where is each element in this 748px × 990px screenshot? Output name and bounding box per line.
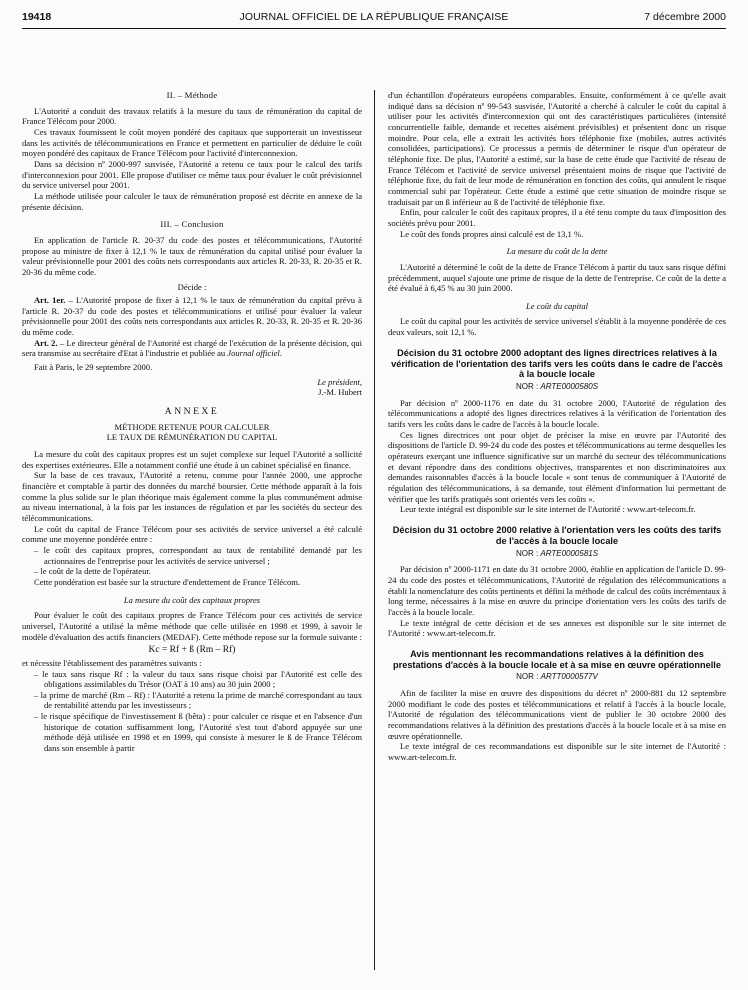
list-item: – le risque spécifique de l'investissement ß (bêta) : pour calculer ce risque et en l'absence d'un historique de cotation suffisamment long, l'Autorité s'est tout d'abord appuyée sur une méthode déjà utilisée en 1998 et en 1999, qui consiste à mesurer le ß de France Télécom dans son ensemble à partir: [34, 711, 362, 754]
journal-title: JOURNAL OFFICIEL DE LA RÉPUBLIQUE FRANÇAISE: [239, 11, 509, 23]
signature: [22, 377, 362, 398]
list-item: – le coût des capitaux propres, correspondant au taux de rentabilité demandé par les actionnaires de l'entreprise pour les activités de service universel ;: [34, 544, 362, 566]
article-1-text: – L'Autorité propose de fixer à 12,1 % le taux de rémunération du capital prévu à l'article R. 20-37 du code des postes et télécommunications et utilisé pour évaluer la valeur prévisionnelle pour 2001 des coûts nets correspondants aux articles R. 20-33, R. 20-35 et R. 20-36 du même code.: [22, 295, 362, 338]
subsection-dette: La mesure du coût de la dette: [506, 246, 608, 257]
medaf-formula: Kc = Rf + ß (Rm – Rf): [148, 645, 236, 656]
paragraph: Par décision nº 2000-1176 en date du 31 octobre 2000, l'Autorité de régulation des télécommunications a adopté des lignes directrices relatives à la vérification de l'orientation des tarifs vers les coûts dans le cadre de l'accès à la boucle locale.: [388, 397, 726, 430]
annexe-title: ANNEXE: [164, 406, 220, 418]
decision-title-3: Avis mentionnant les recommandations relatives à la définition des prestations d'accès à la boucle locale et à sa mise en œuvre opérationnelle: [393, 648, 721, 670]
annexe-subtitle-line1: MÉTHODE RETENUE POUR CALCULER: [114, 421, 270, 432]
journal-officiel-ref: Journal officiel: [227, 348, 280, 359]
section-title-methode: II. – Méthode: [166, 90, 218, 100]
paragraph: Sur la base de ces travaux, l'Autorité a retenu, comme pour l'année 2000, une approche financière et comptable à partir des données du marché boursier. Cette méthode apparaît à la fois comme la plus solide sur le plan théorique mais également comme la plus communément admise au niveau international, à la fois par les instances de régulation et par les sociétés du secteur des télécommunications.: [22, 470, 362, 523]
paragraph: d'un échantillon d'opérateurs européens comparables. Ensuite, conformément à ce qu'elle avait indiqué dans sa décision nº 99-543 susvisée, l'Autorité a cherché à calculer le coût du capital à utiliser pour les activités d'interconnexion qui ont des caractéristiques particulières (intensité concurrentielle faible, demande et recettes aisément prévisibles) et présentent donc un risque moindre. Pour cela, elle a extrait les activités hors téléphonie fixe (mobiles, autres activités consolidées, participations). Ce processus a permis de déterminer le risque d'un opérateur de téléphonie fixe. De plus, l'Autorité a estimé, sur la base de cette étude que l'activité de réseau de France Télécom et l'activité de service universel présentaient moins de risque que l'activité de téléphonie fixe, du fait de leur mode de rémunération en fonction des coûts, qui annulent le risque commercial subi par l'opérateur. Cette étude a estimé que cette situation de moindre risque se traduisait par un ß inférieur au ß de l'activité de téléphonie fixe.: [388, 90, 726, 207]
nor-label: NOR :: [515, 548, 541, 558]
annexe-subtitle: [22, 422, 362, 443]
paragraph: Le coût du capital de France Télécom pour ses activités de service universel a été calculé comme une moyenne pondérée entre :: [22, 523, 362, 545]
article-2-label: Art. 2.: [34, 337, 58, 348]
paragraph: Ces lignes directrices ont pour objet de préciser la mise en œuvre par l'Autorité des dispositions de l'article D. 99-24 du code des postes et télécommunications au terme desquelles les opérateurs exerçant une influence significative sur un marché du secteur des télécommunications et devant répondre dans des conditions objectives, transparentes et non discriminatoires aux demandes raisonnables d'accès à la boucle locale « sont tenus de communiquer à l'Autorité de régulation des télécommunications, à sa demande, tout élément d'information lui permettant de vérifier que les tarifs pratiqués sont orientés vers les coûts ».: [388, 429, 726, 504]
signature-role: Le président,: [317, 376, 362, 387]
paragraph: Pour évaluer le coût des capitaux propres de France Télécom pour ces activités de service universel, l'Autorité a utilisé la même méthode que celle utilisée en 1998 et 1999, à savoir le modèle d'évaluation des actifs financiers (MEDAF). Cette méthode repose sur la formule suivante :: [22, 610, 362, 642]
nor-reference-1: [388, 382, 726, 393]
paragraph: La mesure du coût des capitaux propres est un sujet complexe sur lequel l'Autorité a sollicité des expertises extérieures. Elle a notamment confié une étude à un cabinet spécialisé en finance.: [22, 449, 362, 470]
nor-code: ARTE0000580S: [540, 382, 599, 392]
annexe-subtitle-line2: LE TAUX DE RÉMUNÉRATION DU CAPITAL: [106, 432, 278, 443]
paragraph: Cette pondération est basée sur la structure d'endettement de France Télécom.: [34, 576, 300, 587]
paragraph: Ces travaux fournissent le coût moyen pondéré des capitaux que supporterait un investisseur dans les activités de télécommunications en France et permettent en particulier de déduire le coût moyen pondéré des capitaux de France Télécom pour l'activité d'interconnexion.: [22, 126, 362, 159]
article-2: Art. 2. – Le directeur général de l'Autorité est chargé de l'exécution de la présente décision, qui sera transmise au secrétaire d'Etat à l'industrie et publiée au Journal officiel.: [22, 337, 363, 359]
article-2-text: – Le directeur général de l'Autorité est chargé de l'exécution de la présente décision, qui sera transmise au secrétaire d'Etat à l'industrie et publiée au: [22, 337, 363, 359]
paragraph: En application de l'article R. 20-37 du code des postes et télécommunications, l'Autorité propose au ministre de fixer à 12,1 % le taux de rémunération du capital utilisé pour évaluer la valeur prévisionnelle pour 2001 des coûts nets correspondants aux articles R. 20-33, R. 20-35 et R. 20-36 du même code.: [22, 234, 362, 277]
paragraph: Afin de faciliter la mise en œuvre des dispositions du décret nº 2000-881 du 12 septembre 2000 modifiant le code des postes et télécommunications et relatif à l'accès à la boucle locale, l'Autorité de régulation des télécommunications vient de publier le 30 octobre 2000 des recommandations relatives à la définition des prestations d'accès à la boucle locale et à sa mise en œuvre opérationnelle.: [388, 688, 726, 741]
nor-reference-2: [388, 549, 726, 560]
paragraph: Le coût du capital pour les activités de service universel s'établit à la moyenne pondérée de ces deux valeurs, soit 12,1 %.: [388, 316, 726, 338]
paragraph: et nécessite l'établissement des paramètres suivants :: [22, 657, 202, 668]
left-column: [22, 90, 362, 754]
nor-code: ARTT0000577V: [540, 672, 598, 682]
paragraph: Enfin, pour calculer le coût des capitaux propres, il a été tenu compte du taux d'imposition des sociétés prévu pour 2001.: [388, 207, 726, 228]
article-1-label: Art. 1er.: [34, 295, 66, 306]
list-item: – la prime de marché (Rm – Rf) : l'Autorité a retenu la prime de marché correspondant au taux de rentabilité attendu par les investisseurs ;: [34, 689, 362, 711]
subsection-capital: Le coût du capital: [526, 300, 588, 311]
paragraph: Le texte intégral de ces recommandations est disponible sur le site internet de l'Autorité : www.art-telecom.fr.: [388, 741, 726, 763]
section-title-conclusion: III. – Conclusion: [160, 219, 224, 230]
nor-label: NOR :: [516, 672, 541, 682]
decision-title-2: Décision du 31 octobre 2000 relative à l'orientation vers les coûts des tarifs de l'accès à la boucle locale: [392, 525, 722, 546]
fait-line: Fait à Paris, le 29 septembre 2000.: [34, 362, 153, 373]
paragraph: Le coût des fonds propres ainsi calculé est de 13,1 %.: [400, 228, 584, 239]
signature-name: J.-M. Hubert: [318, 387, 362, 398]
paragraph: Par décision nº 2000-1171 en date du 31 octobre 2000, établie en application de l'article D. 99-24 du code des postes et télécommunications, l'Autorité de régulation des télécommunications a établi la nomenclature des coûts pertinents et défini la méthode de calcul des coûts incrémentaux à long terme, nécessaires à la mise en œuvre du principe d'orientation vers les coûts des tarifs de l'accès à la boucle locale.: [388, 564, 726, 617]
right-column: [388, 90, 726, 763]
list-item: – le coût de la dette de l'opérateur.: [34, 566, 151, 577]
paragraph: Dans sa décision nº 2000-997 susvisée, l'Autorité a retenu ce taux pour le calcul des tarifs d'interconnexion pour 2001. Elle propose d'utiliser ce même taux pour évaluer le coût prévisionnel du service universel pour 2001.: [22, 158, 362, 191]
decide-line: Décide :: [177, 281, 207, 292]
paragraph: La méthode utilisée pour calculer le taux de rémunération proposé est décrite en annexe de la présente décision.: [22, 190, 362, 212]
paragraph: Leur texte intégral est disponible sur le site internet de l'Autorité : www.art-telecom.fr.: [400, 504, 696, 515]
page-number: 19418: [22, 11, 52, 23]
nor-code: ARTE0000581S: [540, 548, 599, 558]
subsection-capitaux-propres: La mesure du coût des capitaux propres: [123, 594, 261, 605]
decision-title-1: Décision du 31 octobre 2000 adoptant des lignes directrices relatives à la vérification de l'orientation des tarifs vers les coûts dans le cadre de l'accès à la boucle locale: [391, 347, 723, 380]
column-divider: [374, 90, 375, 970]
issue-date: 7 décembre 2000: [644, 11, 726, 23]
article-1: [22, 295, 362, 338]
paragraph: Le texte intégral de cette décision et de ses annexes est disponible sur le site internet de l'Autorité : www.art-telecom.fr.: [388, 617, 726, 639]
nor-label: NOR :: [515, 382, 541, 392]
paragraph: L'Autorité a déterminé le coût de la dette de France Télécom à partir du taux sans risque défini précédemment, auquel s'ajoute une prime de risque de la dette de l'entreprise. Ce coût de la dette a été évalué à 6,45 % au 30 juin 2000.: [388, 261, 726, 294]
paragraph: L'Autorité a conduit des travaux relatifs à la mesure du taux de rémunération du capital de France Télécom pour 2000.: [22, 105, 362, 127]
page-header: [22, 10, 726, 29]
list-item: – le taux sans risque Rf : la valeur du taux sans risque choisi par l'Autorité est celle des obligations assimilables du Trésor (OAT à 10 ans) au 30 juin 2000 ;: [34, 668, 362, 690]
nor-reference-3: [388, 672, 726, 683]
